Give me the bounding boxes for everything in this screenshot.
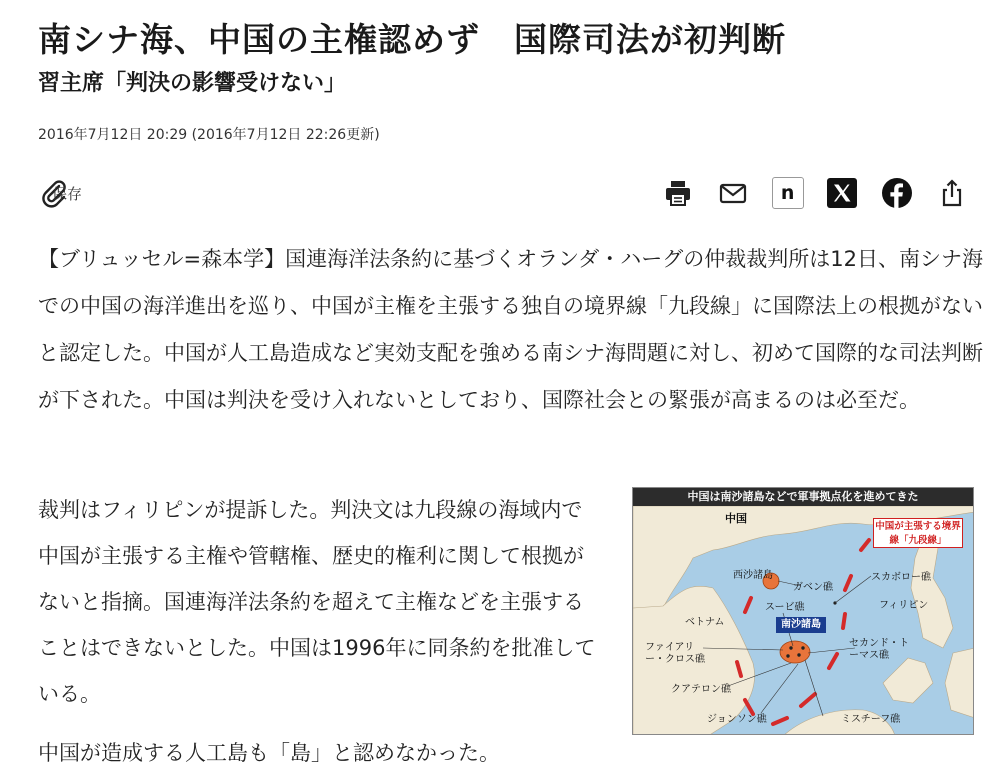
map-label-philippines: フィリピン: [879, 600, 929, 611]
map-label-china: 中国: [725, 512, 747, 525]
south-china-sea-map: [632, 487, 974, 735]
x-share-button[interactable]: [824, 175, 860, 211]
map-label-cuarteron: クアテロン礁: [671, 684, 731, 695]
share-toolbar: [660, 174, 970, 212]
map-label-subi: スービ礁: [765, 602, 805, 613]
nine-dash-line-legend: 中国が主張する境界線「九段線」: [873, 518, 963, 548]
note-button[interactable]: [770, 175, 806, 211]
article-paragraph-3: 中国が造成する人工島も「島」と認めなかった。: [38, 741, 500, 765]
map-label-gaven: ガベン礁: [793, 582, 833, 593]
save-button[interactable]: [38, 175, 83, 211]
map-caption: 中国は南沙諸島などで軍事拠点化を進めてきた: [633, 488, 973, 506]
map-label-scarborough: スカボロー礁: [871, 572, 931, 583]
facebook-share-button[interactable]: [879, 175, 915, 211]
mail-icon: [718, 178, 748, 208]
note-icon: n: [772, 177, 804, 209]
map-label-paracel: 西沙諸島: [733, 570, 773, 581]
article-subtitle: 習主席「判決の影響受けない」: [38, 71, 347, 96]
article-title: 南シナ海、中国の主権認めず 国際司法が初判断: [38, 20, 786, 59]
x-icon: [827, 178, 857, 208]
map-label-fiery-cross: ファイアリー・クロス礁: [645, 642, 705, 665]
facebook-icon: [881, 177, 913, 209]
mail-button[interactable]: [715, 175, 751, 211]
map-label-mischief: ミスチーフ礁: [841, 714, 901, 725]
article-paragraph-1: 【ブリュッセル=森本学】国連海洋法条約に基づくオランダ・ハーグの仲裁裁判所は12日、南シナ海での中国の海洋進出を巡り、中国が主権を主張する独自の境界線「九段線」に国際法上の根拠がないと認定した。中国が人工島造成など実効支配を強める南シナ海問題に対し、初めて国際的な司法判断が下された。中国は判決を受け入れないとしており、国際社会との緊張が高まるのは必至だ。: [38, 247, 984, 412]
print-button[interactable]: [660, 175, 696, 211]
map-label-vietnam: ベトナム: [685, 617, 725, 628]
share-icon: [937, 178, 967, 208]
map-label-johnson: ジョンソン礁: [707, 714, 767, 725]
save-label: 保存: [52, 184, 83, 203]
article-paragraph-2: 裁判はフィリピンが提訴した。判決文は九段線の海域内で中国が主張する主権や管轄権、歴史的権利に関して根拠がないと指摘。国連海洋法条約を超えて主権などを主張することはできないとした。中国は1996年に同条約を批准している。: [38, 498, 596, 706]
share-button[interactable]: [934, 175, 970, 211]
print-icon: [663, 178, 693, 208]
map-label-spratly: 南沙諸島: [776, 617, 826, 633]
publish-date: 2016年7月12日 20:29 (2016年7月12日 22:26更新): [38, 127, 380, 143]
map-label-second-thomas: セカンド・トーマス礁: [849, 638, 909, 661]
